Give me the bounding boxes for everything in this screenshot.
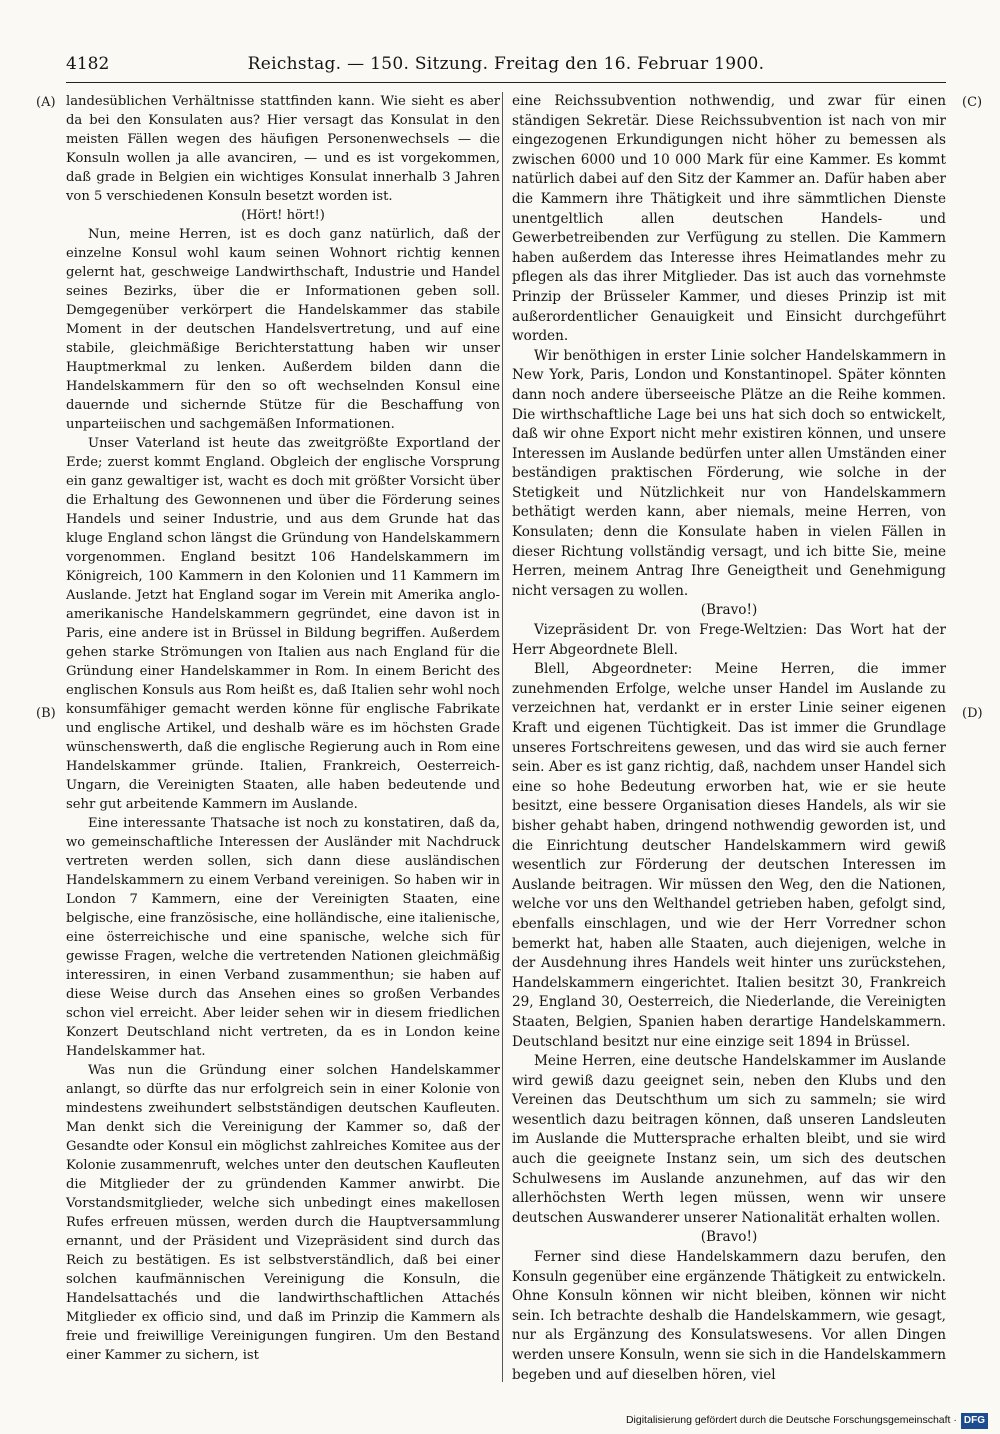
margin-marker-a: (A) bbox=[36, 95, 56, 110]
paragraph: Unser Vaterland ist heute das zweitgrößte Exportland der Erde; zuerst kommt England. Obgleich der englische Vorsprung ein ganz gewaltiger ist, wacht es doch mit größter Vorsicht über die Erhaltung des Gewonnenen und über die Förderung seines Handels und seiner Industrie, und aus dem Grunde hat das kluge England schon längst die Gründung von Handelskammern vorgenommen. England besitzt 106 Handelskammern im Königreich, 100 Kammern in den Kolonien und 11 Kammern im Auslande. Jetzt hat England sogar im Verein mit Amerika anglo-amerikanische Handelskammern gegründet, eine davon ist in Paris, eine andere ist in Brüssel in Bildung begriffen. Außerdem gehen starke Strömungen von Italien aus nach England für die Gründung einer Handelskammer in Rom. In einem Bericht des englischen Konsuls aus Rom heißt es, daß Italien sehr wohl noch konsumfähiger gemacht werden könne für englische Fabrikate und englische Artikel, und deshalb wäre es im höchsten Grade wünschenswerth, daß die englische Regierung auch in Rom eine Handelskammer gründe. Italien, Frankreich, Oesterreich-Ungarn, die Vereinigten Staaten, alle haben bedeutende und sehr gut arbeitende Kammern im Auslande. bbox=[66, 436, 500, 812]
header-rule bbox=[66, 82, 946, 83]
running-title: Reichstag. — 150. Sitzung. Freitag den 16. Februar 1900. bbox=[247, 54, 765, 74]
paragraph: landesüblichen Verhältnisse stattfinden kann. Wie sieht es aber da bei den Konsulaten aus? Hier versagt das Konsulat in den meisten Fällen wegen des häufigen Personenwechsels — die Konsuln wollen ja alle avanciren, — und es ist vorgekommen, daß grade in Belgien ein wichtiges Konsulat innerhalb 3 Jahren von 5 verschiedenen Konsuln besetzt worden ist. bbox=[66, 94, 500, 204]
column-divider bbox=[502, 92, 503, 1382]
margin-marker-d: (D) bbox=[962, 706, 983, 721]
margin-marker-c: (C) bbox=[962, 95, 983, 110]
footer-text: Digitalisierung gefördert durch die Deutsche Forschungsgemeinschaft · bbox=[625, 1414, 957, 1426]
speaker-paragraph: Blell, Abgeordneter: Meine Herren, die immer zunehmenden Erfolge, welche unser Handel im Auslande zu verzeichnen hat, verdankt er in erster Linie seiner eigenen Kraft und eigenen Tüchtigkeit. Das ist immer die Grundlage unseres Fortschreitens gewesen, und das wird sie auch ferner sein. Aber es ist ganz richtig, daß, nachdem unser Handel sich eine so hohe Bedeutung erworben hat, wie er sie heute besitzt, eine bessere Organisation dieses Handels, als wir sie bisher gehabt haben, dringend nothwendig geworden ist, und die Einrichtung deutscher Handelskammern wird gewiß wesentlich zur Förderung der deutschen Interessen im Auslande beitragen. Wir müssen den Weg, den die Nationen, welche vor uns den Welthandel getrieben haben, gefolgt sind, ebenfalls einschlagen, und wie der Herr Vorredner schon bemerkt hat, haben alle Staaten, auch diejenigen, welche in der Ausdehnung ihres Handels weit hinter uns zurückstehen, Handelskammern eingerichtet. Italien besitzt 30, Frankreich 29, England 30, Oesterreich, die Niederlande, die Vereinigten Staaten, Belgien, Spanien haben derartige Handelskammern. Deutschland besitzt nur eine einzige seit 1894 in Brüssel. bbox=[512, 661, 946, 1050]
paragraph: Nun, meine Herren, ist es doch ganz natürlich, daß der einzelne Konsul wohl kaum seinen Wohnort richtig kennen gelernt hat, geschweige Landwirthschaft, Industrie und Handel seines Bezirks, über die er Informationen geben soll. Demgegenüber verkörpert die Handelskammer das stabile Moment in der deutschen Handelsvertretung, und auf eine stabile, gleichmäßige Berichterstattung haben wir unser Hauptmerkmal zu lenken. Außerdem bilden dann die Handelskammern für den so oft wechselnden Konsul eine dauernde und sichernde Stütze für die Beschaffung von unparteiischen und sachgemäßen Informationen. bbox=[66, 227, 500, 432]
right-column bbox=[512, 92, 946, 1385]
interjection: (Bravo!) bbox=[700, 602, 758, 619]
speaker-paragraph: Vizepräsident Dr. von Frege-Weltzien: Das Wort hat der Herr Abgeordnete Blell. bbox=[512, 622, 946, 658]
interjection: (Hört! hört!) bbox=[241, 208, 325, 223]
paragraph: Meine Herren, eine deutsche Handelskammer im Auslande wird gewiß dazu geeignet sein, neben den Klubs und den Vereinen das Deutschthum um sich zu sammeln; sie wird wesentlich dazu beitragen können, daß unseren Landsleuten im Auslande die Muttersprache erhalten bleibt, und sie wird auch die geeignete Instanz sein, um sich des deutschen Schulwesens im Auslande anzunehmen, auf das wir den allerhöchsten Werth legen müssen, wenn wir unsere deutschen Auswanderer unserer Nationalität erhalten wollen. bbox=[512, 1053, 946, 1226]
margin-marker-b: (B) bbox=[36, 706, 56, 721]
interjection: (Bravo!) bbox=[700, 1229, 758, 1246]
paragraph: Ferner sind diese Handelskammern dazu berufen, den Konsuln gegenüber eine ergänzende Thätigkeit zu entwickeln. Ohne Konsuln können wir nicht bleiben, können wir nicht sein. Ich betrachte deshalb die Handelskammern, wie gesagt, nur als Ergänzung des Konsulatswesens. Vor allen Dingen werden unsere Konsuln, wenn sie sich in die Handelskammern begeben und auf dieselben hören, viel bbox=[512, 1249, 946, 1383]
page-header bbox=[66, 52, 946, 76]
paragraph: Wir benöthigen in erster Linie solcher Handelskammern in New York, Paris, London und Konstantinopel. Später könnten dann noch andere überseeische Plätze an die Reihe kommen. Die wirthschaftliche Lage bei uns hat sich doch so entwickelt, daß wir ohne Export nicht mehr existiren können, und unsere Interessen im Auslande bedürfen unter allen Umständen einer beständigen praktischen Förderung, wie solche in der Stetigkeit und Nützlichkeit nur von Handelskammern bethätigt werden kann, aber niemals, meine Herren, von Konsulaten; denn die Konsulate haben in vielen Fällen in dieser Richtung vollständig versagt, und ich bitte Sie, meine Herren, meinem Antrag Ihre Geneigtheit und Genehmigung nicht versagen zu wollen. bbox=[512, 347, 946, 599]
left-column bbox=[66, 92, 500, 1365]
page-number: 4182 bbox=[66, 54, 110, 74]
footer-credit bbox=[626, 1412, 988, 1429]
paragraph: Eine interessante Thatsache ist noch zu konstatiren, daß da, wo gemeinschaftliche Interessen der Ausländer mit Nachdruck vertreten werden sollen, sich dann diese ausländischen Handelskammern zu einem Verband vereinigen. So haben wir in London 7 Kammern, eine der Vereinigten Staaten, eine belgische, eine französische, eine holländische, eine italienische, eine österreichische und eine spanische, welche sich für gewisse Fragen, welche die vertretenden Nationen gleichmäßig interessiren, in einen Verband zusammenthun; sie haben auf diese Weise durch das Ansehen eines so großen Verbandes schon viel erreicht. Aber leider sehen wir in diesem friedlichen Konzert Deutschland nicht vertreten, da es in London keine Handelskammer hat. bbox=[66, 816, 500, 1059]
paragraph: Was nun die Gründung einer solchen Handelskammer anlangt, so dürfte das nur erfolgreich sein in einer Kolonie von mindestens zweihundert selbstständigen deutschen Kaufleuten. Man denkt sich die Vereinigung der Kammer so, daß der Gesandte oder Konsul ein möglichst zahlreiches Komitee aus der Kolonie zusammenruft, welches unter den deutschen Kaufleuten die Mitglieder der zu gründenden Kammer anwirbt. Die Vorstandsmitglieder, welche sich unbedingt eines makellosen Rufes erfreuen müssen, werden durch die Hauptversammlung ernannt, und der Präsident und Vizepräsident sind durch das Reich zu bestätigen. Es ist selbstverständlich, daß bei einer solchen kaufmännischen Vereinigung die Konsuln, die Handelsattachés und die landwirthschaftlichen Attachés Mitglieder ex officio sind, und daß im Prinzip die Kammern als freie und freiwillige Vereinigungen fungiren. Um den Bestand einer Kammer zu sichern, ist bbox=[66, 1063, 500, 1363]
dfg-logo: DFG bbox=[961, 1413, 988, 1429]
paragraph: eine Reichssubvention nothwendig, und zwar für einen ständigen Sekretär. Diese Reichssubvention ist nach von mir eingezogenen Erkundigungen nicht höher zu bemessen als zwischen 6000 und 10 000 Mark für eine Kammer. Es kommt natürlich dabei auf den Sitz der Kammer an. Dafür haben aber die Kammern ihre Thätigkeit und ihre sämmtlichen Dienste unentgeltlich allen deutschen Handels- und Gewerbetreibenden zur Verfügung zu stellen. Die Kammern haben außerdem das Interesse ihres Heimatlandes mehr zu pflegen als das ihrer Mitglieder. Das ist auch das vornehmste Prinzip der Brüsseler Kammer, und dieses Prinzip ist mit außerordentlicher Genauigkeit und Einsicht durchgeführt worden. bbox=[512, 93, 946, 345]
